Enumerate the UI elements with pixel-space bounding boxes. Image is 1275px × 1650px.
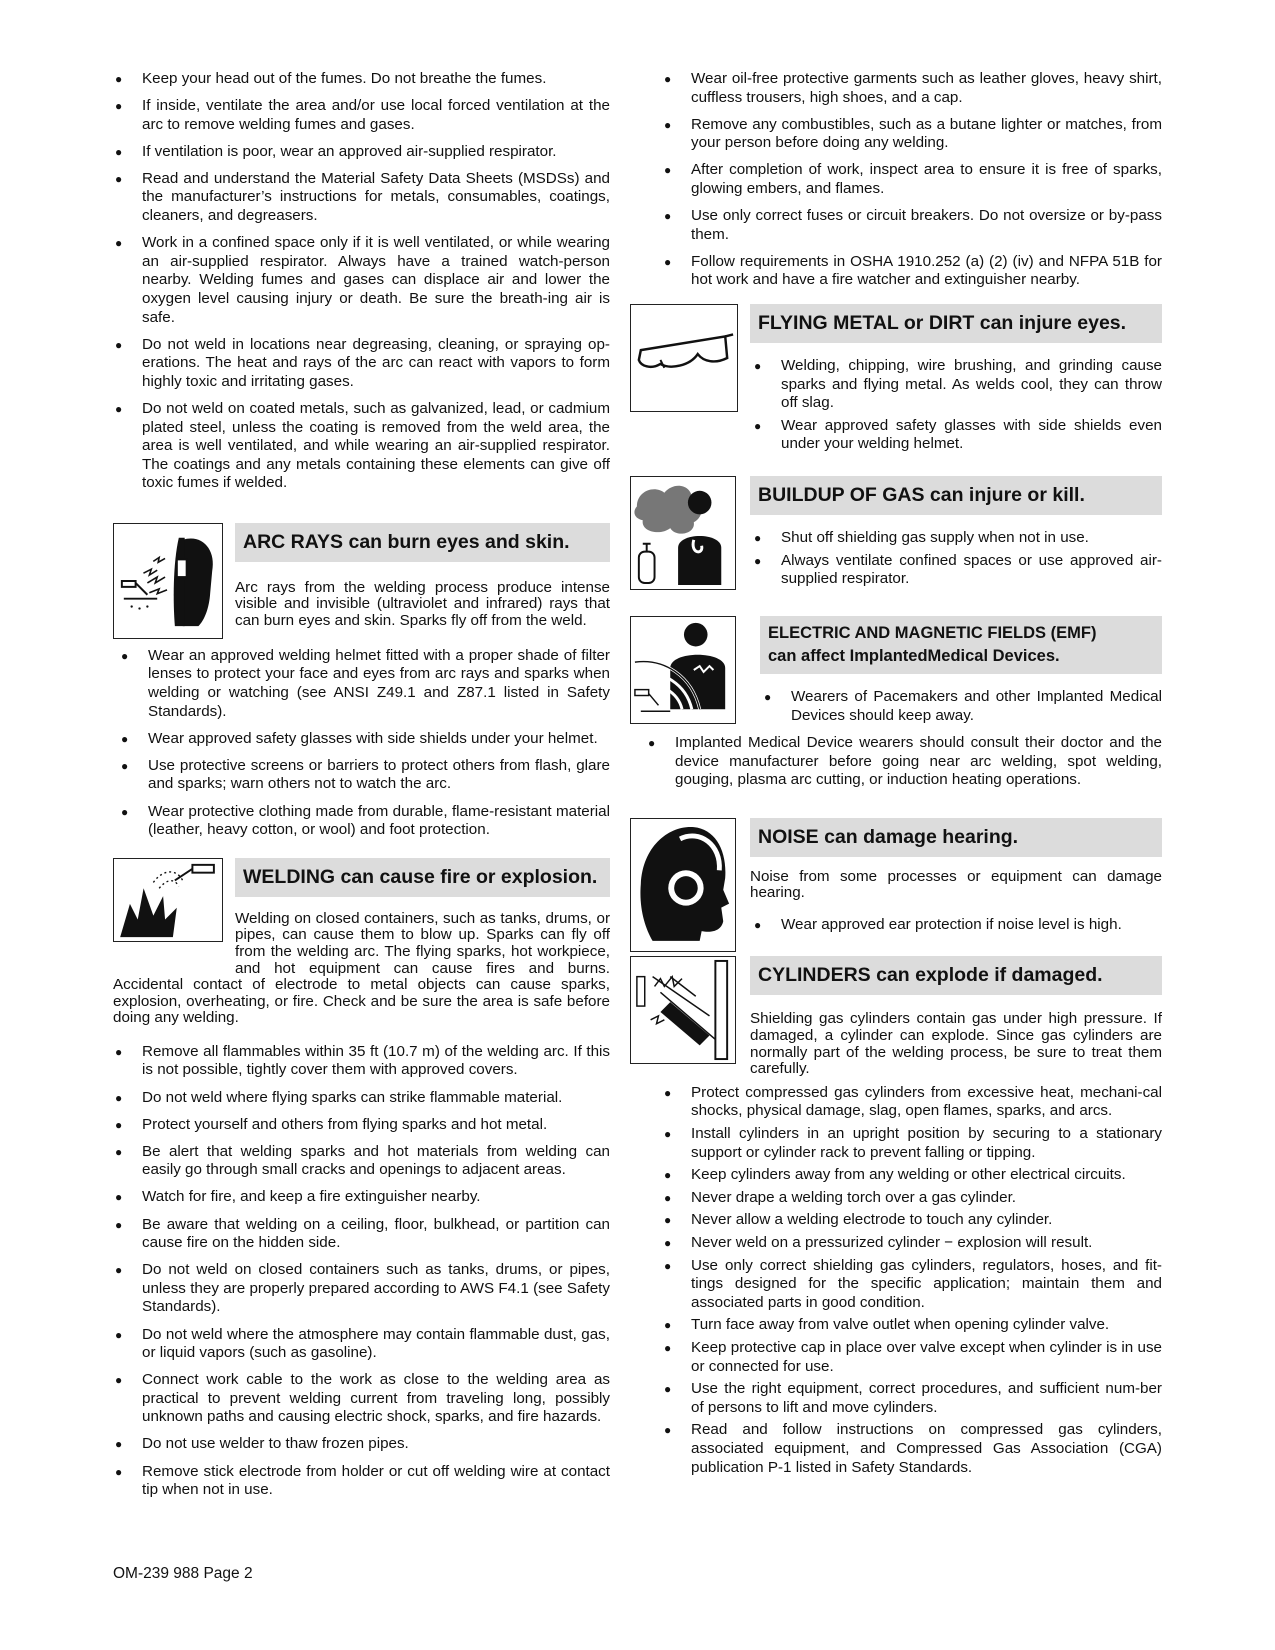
buildup-gas-bullets — [752, 529, 1162, 589]
emf-heading — [760, 616, 1162, 674]
emf-heading-line1: ELECTRIC AND MAGNETIC FIELDS (EMF) — [768, 623, 1097, 642]
page-footer: OM-239 988 Page 2 — [113, 1565, 253, 1582]
fire-prevention-bullets — [662, 70, 1162, 290]
cylinders-intro: Shielding gas cylinders contain gas under high pressure. If damaged, a cylinder can explode. Since gas cylinders are normally part of the welding process, be sure to treat them carefully. — [750, 1010, 1162, 1078]
cylinders-heading: CYLINDERS can explode if damaged. — [750, 956, 1162, 995]
welding-fire-bullets — [113, 1043, 610, 1500]
flying-metal-heading: FLYING METAL or DIRT can injure eyes. — [750, 304, 1162, 343]
list-item: ● Work in a confined space only if it is well ventilated, or while wearing an air-supplied respirator. Always have a trained watch-person nearby. Welding fumes and gases can displace air and lower the oxygen level causing injury or death. Be sure the breath-ing air is safe. — [113, 234, 610, 327]
list-item: ● Wear an approved welding helmet fitted with a proper shade of filter lenses to protect your face and eyes from arc rays and sparks when welding or watching (see ANSI Z49.1 and Z87.1 listed in Safety Standards). — [119, 647, 610, 721]
list-item: ● Use protective screens or barriers to protect others from flash, glare and sparks; warn others not to watch the arc. — [119, 757, 610, 794]
list-item: ● Read and understand the Material Safety Data Sheets (MSDSs) and the manufacturer’s instructions for metals, consumables, coatings, cleaners, and degreasers. — [113, 170, 610, 226]
noise-section — [662, 818, 1162, 935]
cylinders-section — [662, 956, 1162, 1077]
emf-heading-line2: can affect ImplantedMedical Devices. — [768, 646, 1060, 665]
list-item: ● Remove stick electrode from holder or cut off welding wire at contact tip when not in use. — [113, 1463, 610, 1500]
right-column — [662, 70, 1162, 1481]
list-item: ● Remove all flammables within 35 ft (10.7 m) of the welding arc. If this is not possible, tightly cover them with approved covers. — [113, 1043, 610, 1080]
arc-rays-icon — [113, 523, 223, 639]
list-item: ● Be aware that welding on a ceiling, floor, bulkhead, or partition can cause fire on the hidden side. — [113, 1216, 610, 1253]
list-item: ● Wear approved ear protection if noise level is high. — [752, 916, 1162, 935]
list-item: ● Be alert that welding sparks and hot materials from welding can easily go through small cracks and openings to adjacent areas. — [113, 1143, 610, 1180]
noise-bullets — [752, 916, 1162, 935]
list-item: ● Welding, chipping, wire brushing, and grinding cause sparks and flying metal. As welds cool, they can throw off slag. — [752, 357, 1162, 413]
arc-rays-section — [113, 523, 610, 639]
list-item: ● Keep protective cap in place over valve except when cylinder is in use or connected for use. — [662, 1339, 1162, 1376]
list-item: ● Keep your head out of the fumes. Do not breathe the fumes. — [113, 70, 610, 89]
flying-metal-section — [662, 304, 1162, 454]
list-item: ● Follow requirements in OSHA 1910.252 (a) (2) (iv) and NFPA 51B for hot work and have a fire watcher and extinguisher nearby. — [662, 253, 1162, 290]
list-item: ● Never weld on a pressurized cylinder − explosion will result. — [662, 1234, 1162, 1253]
arc-rays-heading: ARC RAYS can burn eyes and skin. — [235, 523, 610, 562]
welding-fire-intro-text: Welding on closed containers, such as tanks, drums, or pipes, can cause them to blow up. Sparks can fly off from the welding arc. The flying sparks, hot workpiece, and hot equipment can cause fires and burns. Accidental contact of electrode to metal objects can cause sparks, explosion, overheating, or fire. Check and be sure the area is safe before doing any welding. — [113, 909, 610, 1027]
list-item: ● Do not weld on coated metals, such as galvanized, lead, or cadmium plated steel, unless the coating is removed from the weld area, the area is well ventilated, and while wearing an air-supplied respirator. The coatings and any metals containing these elements can give off toxic fumes if welded. — [113, 400, 610, 493]
list-item: ● Wear approved safety glasses with side shields even under your welding helmet. — [752, 417, 1162, 454]
list-item: ● Shut off shielding gas supply when not in use. — [752, 529, 1162, 548]
flying-metal-bullets — [752, 357, 1162, 454]
list-item: ● Keep cylinders away from any welding or other electrical circuits. — [662, 1166, 1162, 1185]
buildup-gas-heading: BUILDUP OF GAS can injure or kill. — [750, 476, 1162, 515]
list-item: ● Never allow a welding electrode to touch any cylinder. — [662, 1211, 1162, 1230]
welding-fire-section — [113, 858, 610, 1027]
list-item: ● Implanted Medical Device wearers should consult their doctor and the device manufacturer before going near arc welding, spot welding, gouging, plasma arc cutting, or induction heating operations. — [646, 734, 1162, 790]
list-item: ● Connect work cable to the work as close to the welding area as practical to prevent welding current from traveling long, possibly unknown paths and causing electric shock, sparks, and fire hazards. — [113, 1371, 610, 1427]
left-column — [113, 70, 610, 1508]
list-item: ● Do not weld where the atmosphere may contain flammable dust, gas, or liquid vapors (such as gasoline). — [113, 1326, 610, 1363]
gas-buildup-icon — [630, 476, 736, 590]
emf-section — [662, 616, 1162, 732]
list-item: ● Use only correct shielding gas cylinders, regulators, hoses, and fit-tings designed for the specific application; maintain them and associated parts in good condition. — [662, 1257, 1162, 1313]
list-item: ● Read and follow instructions on compressed gas cylinders, associated equipment, and Compressed Gas Association (CGA) publication P-1 listed in Safety Standards. — [662, 1421, 1162, 1477]
fume-bullet-list — [113, 70, 610, 493]
list-item: ● Watch for fire, and keep a fire extinguisher nearby. — [113, 1188, 610, 1207]
list-item: ● Wear approved safety glasses with side shields under your helmet. — [119, 730, 610, 749]
list-item: ● Wear oil-free protective garments such as leather gloves, heavy shirt, cuffless trousers, high shoes, and a cap. — [662, 70, 1162, 107]
list-item: ● After completion of work, inspect area to ensure it is free of sparks, glowing embers, and flames. — [662, 161, 1162, 198]
cylinder-explosion-icon — [630, 956, 736, 1064]
list-item: ● Do not weld where flying sparks can strike flammable material. — [113, 1089, 610, 1108]
hearing-protection-icon — [630, 818, 736, 952]
list-item: ● Turn face away from valve outlet when opening cylinder valve. — [662, 1316, 1162, 1335]
list-item: ● Wearers of Pacemakers and other Implanted Medical Devices should keep away. — [762, 688, 1162, 725]
fire-explosion-icon — [113, 858, 223, 942]
safety-glasses-icon — [630, 304, 738, 412]
emf-after-bullets — [646, 734, 1162, 790]
list-item: ● Remove any combustibles, such as a butane lighter or matches, from your person before doing any welding. — [662, 116, 1162, 153]
list-item: ● Do not weld on closed containers such as tanks, drums, or pipes, unless they are properly prepared according to AWS F4.1 (see Safety Standards). — [113, 1261, 610, 1317]
list-item: ● Use only correct fuses or circuit breakers. Do not oversize or by-pass them. — [662, 207, 1162, 244]
arc-rays-bullets — [119, 647, 610, 840]
arc-rays-intro: Arc rays from the welding process produce intense visible and invisible (ultraviolet and infrared) rays that can burn eyes and skin. Sparks fly off from the weld. — [235, 578, 610, 630]
list-item: ● If inside, ventilate the area and/or use local forced ventilation at the arc to remove welding fumes and gases. — [113, 97, 610, 134]
list-item: ● Always ventilate confined spaces or use approved air-supplied respirator. — [752, 552, 1162, 589]
list-item: ● Never drape a welding torch over a gas cylinder. — [662, 1189, 1162, 1208]
list-item: ● Use the right equipment, correct procedures, and sufficient num-ber of persons to lift and move cylinders. — [662, 1380, 1162, 1417]
list-item: ● Do not use welder to thaw frozen pipes. — [113, 1435, 610, 1454]
list-item: ● Protect compressed gas cylinders from excessive heat, mechani-cal shocks, physical damage, slag, open flames, sparks, and arcs. — [662, 1084, 1162, 1121]
emf-bullets — [762, 688, 1162, 725]
list-item: ● Install cylinders in an upright position by securing to a stationary support or cylinder rack to prevent falling or tipping. — [662, 1125, 1162, 1162]
buildup-gas-section — [662, 476, 1162, 592]
noise-heading: NOISE can damage hearing. — [750, 818, 1162, 857]
list-item: ● Do not weld in locations near degreasing, cleaning, or spraying op-erations. The heat and rays of the arc can react with vapors to form highly toxic and irritating gases. — [113, 336, 610, 392]
list-item: ● Wear protective clothing made from durable, flame-resistant material (leather, heavy cotton, or wool) and foot protection. — [119, 803, 610, 840]
noise-intro: Noise from some processes or equipment can damage hearing. — [750, 867, 1162, 902]
welding-fire-heading: WELDING can cause fire or explosion. — [235, 858, 610, 897]
list-item: ● If ventilation is poor, wear an approved air-supplied respirator. — [113, 143, 610, 162]
list-item: ● Protect yourself and others from flying sparks and hot metal. — [113, 1116, 610, 1135]
cylinders-bullets — [662, 1084, 1162, 1477]
emf-implant-icon — [630, 616, 736, 724]
